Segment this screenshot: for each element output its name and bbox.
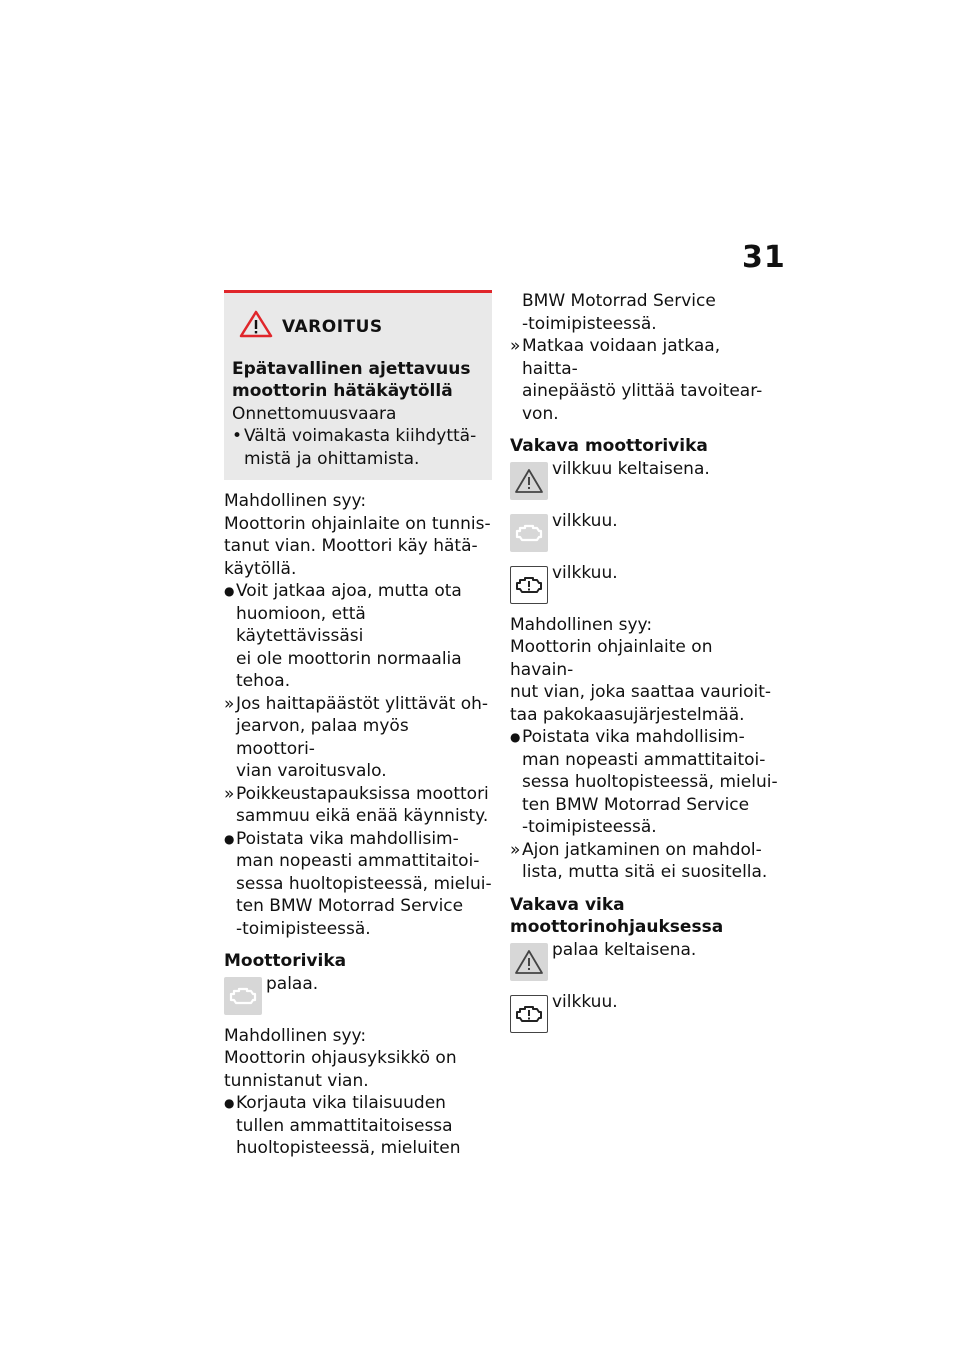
indicator-row bbox=[510, 510, 778, 552]
indicator-text: vilkkuu keltaisena. bbox=[552, 458, 710, 479]
warning-triangle-icon bbox=[238, 309, 274, 346]
list-item: ● Voit jatkaa ajoa, mutta ota huomioon, että käytettävissäsi ei ole moottorin normaalia tehoa. bbox=[224, 581, 462, 691]
indicator-text: vilkkuu. bbox=[552, 510, 618, 531]
list-item: ● Poistata vika mahdollisim- man nopeasti ammattitaitoi- sessa huoltopisteessä, mielui- ten BMW Motorrad Service -toimipisteessä. bbox=[224, 828, 492, 939]
indicator-group bbox=[510, 458, 778, 604]
warning-bullet: • Vältä voimakasta kiihdyttä- mistä ja ohittamista. bbox=[232, 426, 477, 469]
cause-label: Mahdollinen syy: bbox=[510, 614, 653, 635]
section-heading-serious-engine-fault: Vakava moottorivika bbox=[510, 436, 708, 456]
indicator-text: palaa. bbox=[266, 973, 319, 994]
indicator-row bbox=[224, 973, 492, 1015]
cause-label: Mahdollinen syy: bbox=[224, 491, 367, 511]
action-arrow-icon: » bbox=[510, 336, 521, 356]
left-column bbox=[224, 290, 492, 1160]
cause-text: Moottorin ohjainlaite on tunnis- tanut vian. Moottori käy hätä- käytöllä. bbox=[224, 513, 491, 579]
action-arrow-icon: » bbox=[224, 693, 235, 714]
action-arrow-icon: » bbox=[224, 783, 235, 804]
section-heading-engine-fault: Moottorivika bbox=[224, 951, 347, 971]
warning-subtitle: Onnettomuusvaara bbox=[232, 403, 397, 424]
indicator-row bbox=[510, 458, 778, 500]
warning-box bbox=[224, 290, 492, 480]
cause-text: Moottorin ohjainlaite on havain- nut vian, joka saattaa vaurioit- taa pakokaasujärjestelmää. bbox=[510, 637, 772, 725]
continued-text: BMW Motorrad Service -toimipisteessä. bbox=[522, 291, 716, 334]
warning-title: VAROITUS bbox=[282, 317, 383, 337]
cause-label: Mahdollinen syy: bbox=[224, 1025, 367, 1046]
indicator-row bbox=[510, 939, 778, 981]
indicator-row bbox=[510, 562, 778, 604]
left-list bbox=[224, 580, 492, 940]
list-item: » Jos haittapäästöt ylittävät oh- jearvon, palaa myös moottori- vian varoitusvalo. bbox=[224, 693, 489, 781]
indicator-text: vilkkuu. bbox=[552, 562, 618, 583]
engine-icon bbox=[224, 977, 262, 1015]
bullet-icon: ● bbox=[224, 1096, 235, 1110]
right-list-2 bbox=[510, 726, 778, 884]
list-item: » Matkaa voidaan jatkaa, haitta- ainepäästö ylittää tavoitear- von. bbox=[510, 336, 763, 424]
indicator-text: palaa keltaisena. bbox=[552, 939, 697, 960]
left-list-2 bbox=[224, 1092, 492, 1160]
page-number: 31 bbox=[742, 240, 786, 275]
right-column bbox=[510, 290, 778, 1043]
warning-triangle-icon bbox=[510, 943, 548, 981]
warning-heading: Epätavallinen ajettavuus moottorin hätäkäytöllä bbox=[232, 358, 471, 401]
engine-electronics-icon bbox=[510, 995, 548, 1033]
warning-triangle-icon bbox=[510, 462, 548, 500]
list-item: » Ajon jatkaminen on mahdol- lista, mutta sitä ei suositella. bbox=[510, 839, 768, 882]
action-arrow-icon: » bbox=[510, 839, 521, 860]
indicator-group bbox=[510, 939, 778, 1033]
list-item: » Poikkeustapauksissa moottori sammuu eikä enää käynnisty. bbox=[224, 783, 489, 826]
warning-header bbox=[232, 309, 485, 346]
bullet-icon: ● bbox=[224, 584, 235, 598]
section-heading-engine-control-fault: Vakava vika moottorinohjauksessa bbox=[510, 894, 724, 937]
list-item: ● Korjauta vika tilaisuuden tullen ammattitaitoisessa huoltopisteessä, mieluiten bbox=[224, 1093, 461, 1158]
cause-text: Moottorin ohjausyksikkö on tunnistanut vian. bbox=[224, 1048, 457, 1091]
engine-electronics-icon bbox=[510, 566, 548, 604]
list-item: ● Poistata vika mahdollisim- man nopeasti ammattitaitoi- sessa huoltopisteessä, mielui- ten BMW Motorrad Service -toimipisteessä. bbox=[510, 727, 778, 837]
engine-icon bbox=[510, 514, 548, 552]
right-list bbox=[510, 335, 778, 425]
indicator-text: vilkkuu. bbox=[552, 991, 618, 1012]
bullet-icon: ● bbox=[224, 831, 235, 846]
indicator-row bbox=[510, 991, 778, 1033]
bullet-icon: ● bbox=[510, 730, 521, 744]
